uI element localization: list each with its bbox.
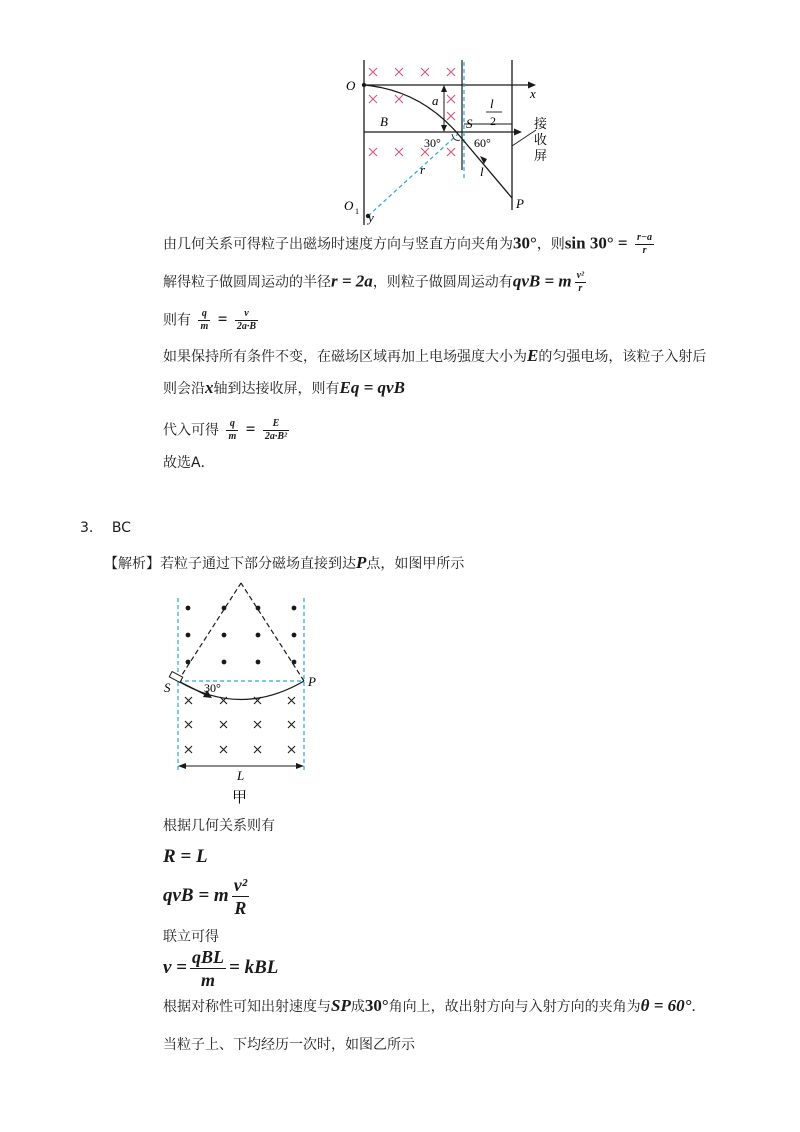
question-3-header [80,520,131,536]
label-P: P [516,196,524,211]
label-60-deg: 60° [474,136,491,150]
line-electric-field: 如果保持所有条件不变，在磁场区域再加上电场强度大小为E的匀强电场，该粒子入射后 [163,346,707,365]
line-radius: 解得粒子做圆周运动的半径r = 2a，则粒子做圆周运动有qvB = m $\frac{\text{v²}}{r}$ [163,270,585,294]
question-answer: BC [111,520,131,536]
figure-jia [162,578,322,808]
label-O1: O [344,198,354,213]
label-l-line: l [480,164,484,179]
line-answer-A: 故选A． [163,455,215,471]
label-screen-1: 接 [534,116,548,131]
label-l: l [490,96,494,111]
line-angle: 由几何关系可得粒子出磁场时速度方向与竖直方向夹角为30°，则sin 30° = $\frac{r-a}{r}$ [163,232,652,256]
line-combine: 联立可得 [163,929,219,945]
label-x-axis: x [530,86,536,101]
analysis-label: 【解析】 [104,556,160,572]
question-number: 3. [80,520,94,536]
analysis-line: 【解析】若粒子通过下部分磁场直接到达P点，如图甲所示 [104,553,465,572]
line-along-x: 则会沿x轴到达接收屏，则有Eq = qvB [163,378,405,397]
line-figure-yi: 当粒子上、下均经历一次时，如图乙所示 [163,1037,415,1053]
label-P-jia: P [308,674,316,689]
line-charge-ratio: 则有 $\frac{q}{m}$ = $\frac{v}{2a\cdot B}$ [163,308,256,332]
line-symmetry: 根据对称性可知出射速度与SP成30°角向上，故出射方向与入射方向的夹角为θ = 60°． [163,996,706,1015]
label-O: O [346,78,356,93]
label-30-deg-jia: 30° [204,681,221,695]
label-y-axis: y [368,210,374,225]
line-substitute: 代入可得 $\frac{q}{m}$ = $\frac{E}{\text{2a·B²}}$ [163,418,287,442]
equation-v: v = $\frac{\text{qBL}}{m}$ = kBL [163,947,279,990]
label-two: 2 [490,114,496,128]
label-screen-2: 收 [534,132,548,147]
field-cross-marks [369,68,455,156]
label-B: B [380,114,388,129]
figure-caption-jia: 甲 [232,790,248,806]
label-L: L [237,768,245,783]
label-a: a [432,93,439,108]
label-S: S [466,116,473,131]
label-O1-sub: 1 [355,207,359,216]
equation-R-equals-L: R = L [163,846,208,867]
label-screen-3: 屏 [534,148,548,163]
figure-magnetic-field-1 [340,50,560,225]
equation-qvB: qvB = m $\frac{\text{v²}}{R}$ [163,875,248,918]
label-S-jia: S [164,680,171,695]
field-cross-marks-jia [185,697,295,753]
label-r: r [420,162,426,177]
field-dot-marks [186,606,297,665]
line-geometry: 根据几何关系则有 [163,818,275,834]
label-30-deg: 30° [424,136,441,150]
